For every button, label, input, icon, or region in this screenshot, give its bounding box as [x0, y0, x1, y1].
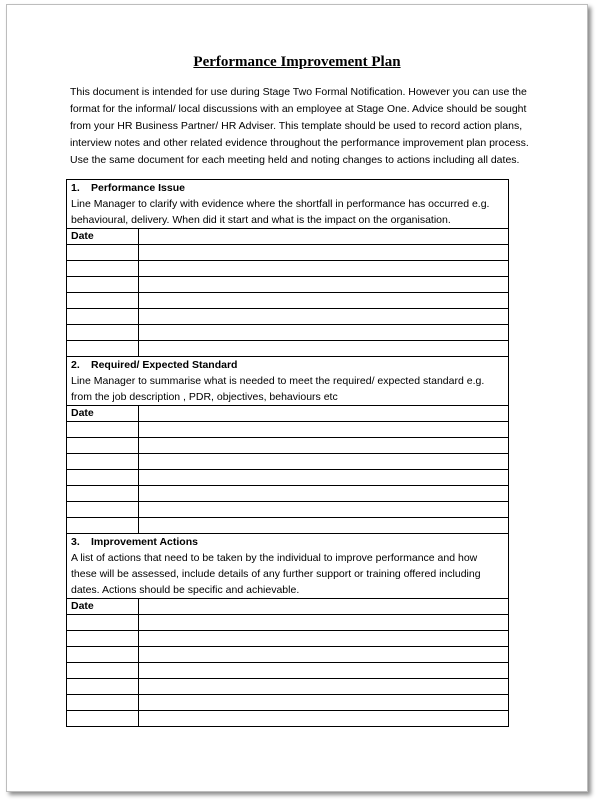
- table-row: [67, 277, 509, 293]
- section-header-cell: [67, 534, 509, 599]
- notes-cell[interactable]: [139, 341, 509, 357]
- section-heading: Performance Issue: [91, 182, 185, 194]
- date-cell[interactable]: [67, 470, 139, 486]
- document-page: [6, 4, 588, 792]
- date-cell[interactable]: [67, 309, 139, 325]
- section-description: [71, 196, 504, 228]
- notes-cell[interactable]: [139, 470, 509, 486]
- notes-cell[interactable]: [139, 422, 509, 438]
- table-row: [67, 341, 509, 357]
- date-cell[interactable]: [67, 293, 139, 309]
- date-cell[interactable]: [67, 261, 139, 277]
- notes-column-header: [139, 599, 509, 615]
- table-row: [67, 438, 509, 454]
- date-cell[interactable]: [67, 518, 139, 534]
- table-row: [67, 518, 509, 534]
- notes-cell[interactable]: [139, 711, 509, 727]
- section-title: [71, 180, 504, 196]
- date-header-row: [67, 229, 509, 245]
- notes-cell[interactable]: [139, 454, 509, 470]
- table-row: [67, 422, 509, 438]
- section-heading: Improvement Actions: [91, 536, 198, 548]
- section-title: [71, 357, 504, 373]
- notes-cell[interactable]: [139, 695, 509, 711]
- intro-line: format for the informal/ local discussions with an employee at Stage One. Advice should be sought: [70, 103, 527, 115]
- date-cell[interactable]: [67, 502, 139, 518]
- table-row: [67, 647, 509, 663]
- intro-line: This document is intended for use during Stage Two Formal Notification. However you can use the: [70, 86, 527, 98]
- section-heading: Required/ Expected Standard: [91, 359, 238, 371]
- date-column-header: Date: [67, 599, 139, 615]
- date-cell[interactable]: [67, 647, 139, 663]
- section-header-row: [67, 534, 509, 599]
- section-description-line: these will be assessed, include details of any further support or training offered including: [71, 568, 481, 580]
- document-title: Performance Improvement Plan: [193, 54, 401, 70]
- date-cell[interactable]: [67, 663, 139, 679]
- notes-cell[interactable]: [139, 438, 509, 454]
- date-cell[interactable]: [67, 325, 139, 341]
- date-cell[interactable]: [67, 695, 139, 711]
- section-description-line: behavioural, delivery. When did it start and what is the impact on the organisation.: [71, 214, 451, 226]
- section-description-line: dates. Actions should be specific and achievable.: [71, 584, 300, 596]
- table-row: [67, 631, 509, 647]
- notes-cell[interactable]: [139, 293, 509, 309]
- date-cell[interactable]: [67, 277, 139, 293]
- pip-form-body: [67, 180, 509, 727]
- date-header-row: [67, 599, 509, 615]
- table-row: [67, 663, 509, 679]
- notes-cell[interactable]: [139, 486, 509, 502]
- date-cell[interactable]: [67, 486, 139, 502]
- notes-cell[interactable]: [139, 518, 509, 534]
- table-row: [67, 325, 509, 341]
- date-cell[interactable]: [67, 679, 139, 695]
- notes-cell[interactable]: [139, 615, 509, 631]
- table-row: [67, 309, 509, 325]
- section-description-line: from the job description , PDR, objectives, behaviours etc: [71, 391, 338, 403]
- section-description: [71, 373, 504, 405]
- notes-cell[interactable]: [139, 245, 509, 261]
- section-description-line: Line Manager to summarise what is needed to meet the required/ expected standard e.g.: [71, 375, 485, 387]
- notes-cell[interactable]: [139, 679, 509, 695]
- section-number: 3.: [71, 536, 80, 548]
- notes-cell[interactable]: [139, 325, 509, 341]
- table-row: [67, 679, 509, 695]
- date-cell[interactable]: [67, 615, 139, 631]
- section-number: 2.: [71, 359, 80, 371]
- table-row: [67, 261, 509, 277]
- section-description: [71, 550, 504, 598]
- date-cell[interactable]: [67, 422, 139, 438]
- table-row: [67, 454, 509, 470]
- date-cell[interactable]: [67, 438, 139, 454]
- intro-line: interview notes and other related evidence throughout the performance improvement plan process.: [70, 137, 529, 149]
- section-header-cell: [67, 180, 509, 229]
- date-cell[interactable]: [67, 631, 139, 647]
- pip-form-table: [66, 179, 509, 727]
- table-row: [67, 711, 509, 727]
- table-row: [67, 695, 509, 711]
- section-header-cell: [67, 357, 509, 406]
- date-column-header: Date: [67, 406, 139, 422]
- notes-cell[interactable]: [139, 663, 509, 679]
- date-column-header: Date: [67, 229, 139, 245]
- section-title: [71, 534, 504, 550]
- section-description-line: Line Manager to clarify with evidence where the shortfall in performance has occurred e.g.: [71, 198, 490, 210]
- notes-cell[interactable]: [139, 502, 509, 518]
- section-header-row: [67, 180, 509, 229]
- table-row: [67, 245, 509, 261]
- notes-cell[interactable]: [139, 277, 509, 293]
- table-row: [67, 486, 509, 502]
- date-cell[interactable]: [67, 711, 139, 727]
- table-row: [67, 470, 509, 486]
- notes-column-header: [139, 406, 509, 422]
- notes-column-header: [139, 229, 509, 245]
- notes-cell[interactable]: [139, 309, 509, 325]
- notes-cell[interactable]: [139, 647, 509, 663]
- date-cell[interactable]: [67, 341, 139, 357]
- table-row: [67, 502, 509, 518]
- intro-line: Use the same document for each meeting held and noting changes to actions including all dates.: [70, 154, 520, 166]
- table-row: [67, 293, 509, 309]
- date-header-row: [67, 406, 509, 422]
- date-cell[interactable]: [67, 454, 139, 470]
- table-row: [67, 615, 509, 631]
- section-header-row: [67, 357, 509, 406]
- section-number: 1.: [71, 182, 80, 194]
- date-cell[interactable]: [67, 245, 139, 261]
- notes-cell[interactable]: [139, 631, 509, 647]
- section-description-line: A list of actions that need to be taken by the individual to improve performance and how: [71, 552, 478, 564]
- notes-cell[interactable]: [139, 261, 509, 277]
- intro-paragraph: [70, 84, 550, 169]
- intro-line: from your HR Business Partner/ HR Adviser. This template should be used to record action plans,: [70, 120, 523, 132]
